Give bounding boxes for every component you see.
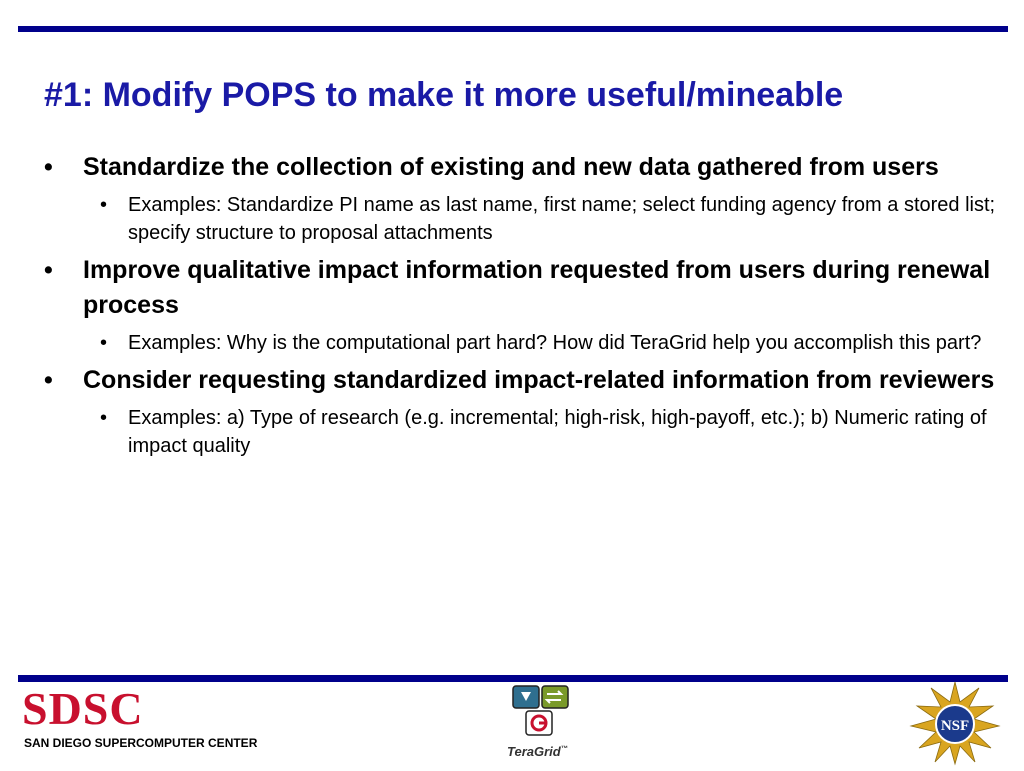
slide-content bbox=[44, 150, 1006, 460]
teragrid-logo-icon bbox=[508, 684, 572, 747]
sub-bullet-text: Examples: Why is the computational part hard? How did TeraGrid help you accomplish this part? bbox=[128, 332, 982, 354]
sub-bullet-item bbox=[100, 329, 1006, 357]
sdsc-logo: SDSC bbox=[22, 683, 144, 734]
top-divider bbox=[18, 26, 1008, 32]
nsf-logo-text: NSF bbox=[940, 718, 970, 734]
bullet-glyph: • bbox=[44, 153, 53, 181]
bullet-item bbox=[44, 363, 1006, 398]
teragrid-icon bbox=[508, 684, 572, 742]
teragrid-wordmark bbox=[507, 744, 568, 759]
bullet-glyph: • bbox=[44, 256, 53, 284]
bullet-glyph: • bbox=[100, 407, 108, 429]
slide-title: #1: Modify POPS to make it more useful/mineable bbox=[44, 76, 844, 114]
bullet-glyph: • bbox=[100, 332, 108, 354]
bullet-glyph: • bbox=[44, 366, 53, 394]
bullet-glyph: • bbox=[100, 194, 108, 216]
sub-bullet-text: Examples: Standardize PI name as last name, first name; select funding agency from a stored list; specify structure to proposal attachments bbox=[128, 194, 996, 244]
bullet-item bbox=[44, 253, 1006, 323]
nsf-seal-icon bbox=[907, 680, 1003, 766]
bullet-text: Improve qualitative impact information requested from users during renewal process bbox=[83, 256, 991, 319]
sdsc-subtitle: SAN DIEGO SUPERCOMPUTER CENTER bbox=[24, 736, 258, 750]
bullet-item bbox=[44, 150, 1006, 185]
sub-bullet-text: Examples: a) Type of research (e.g. incremental; high-risk, high-payoff, etc.); b) Numeric rating of impact quality bbox=[128, 407, 987, 457]
nsf-logo bbox=[907, 680, 1003, 771]
bullet-text: Consider requesting standardized impact-related information from reviewers bbox=[83, 366, 995, 394]
teragrid-word: TeraGrid bbox=[507, 744, 561, 759]
sub-bullet-item bbox=[100, 191, 1006, 247]
bullet-text: Standardize the collection of existing and new data gathered from users bbox=[83, 153, 939, 181]
bottom-divider bbox=[18, 675, 1008, 682]
teragrid-trademark: ™ bbox=[560, 745, 568, 753]
sub-bullet-item bbox=[100, 404, 1006, 460]
